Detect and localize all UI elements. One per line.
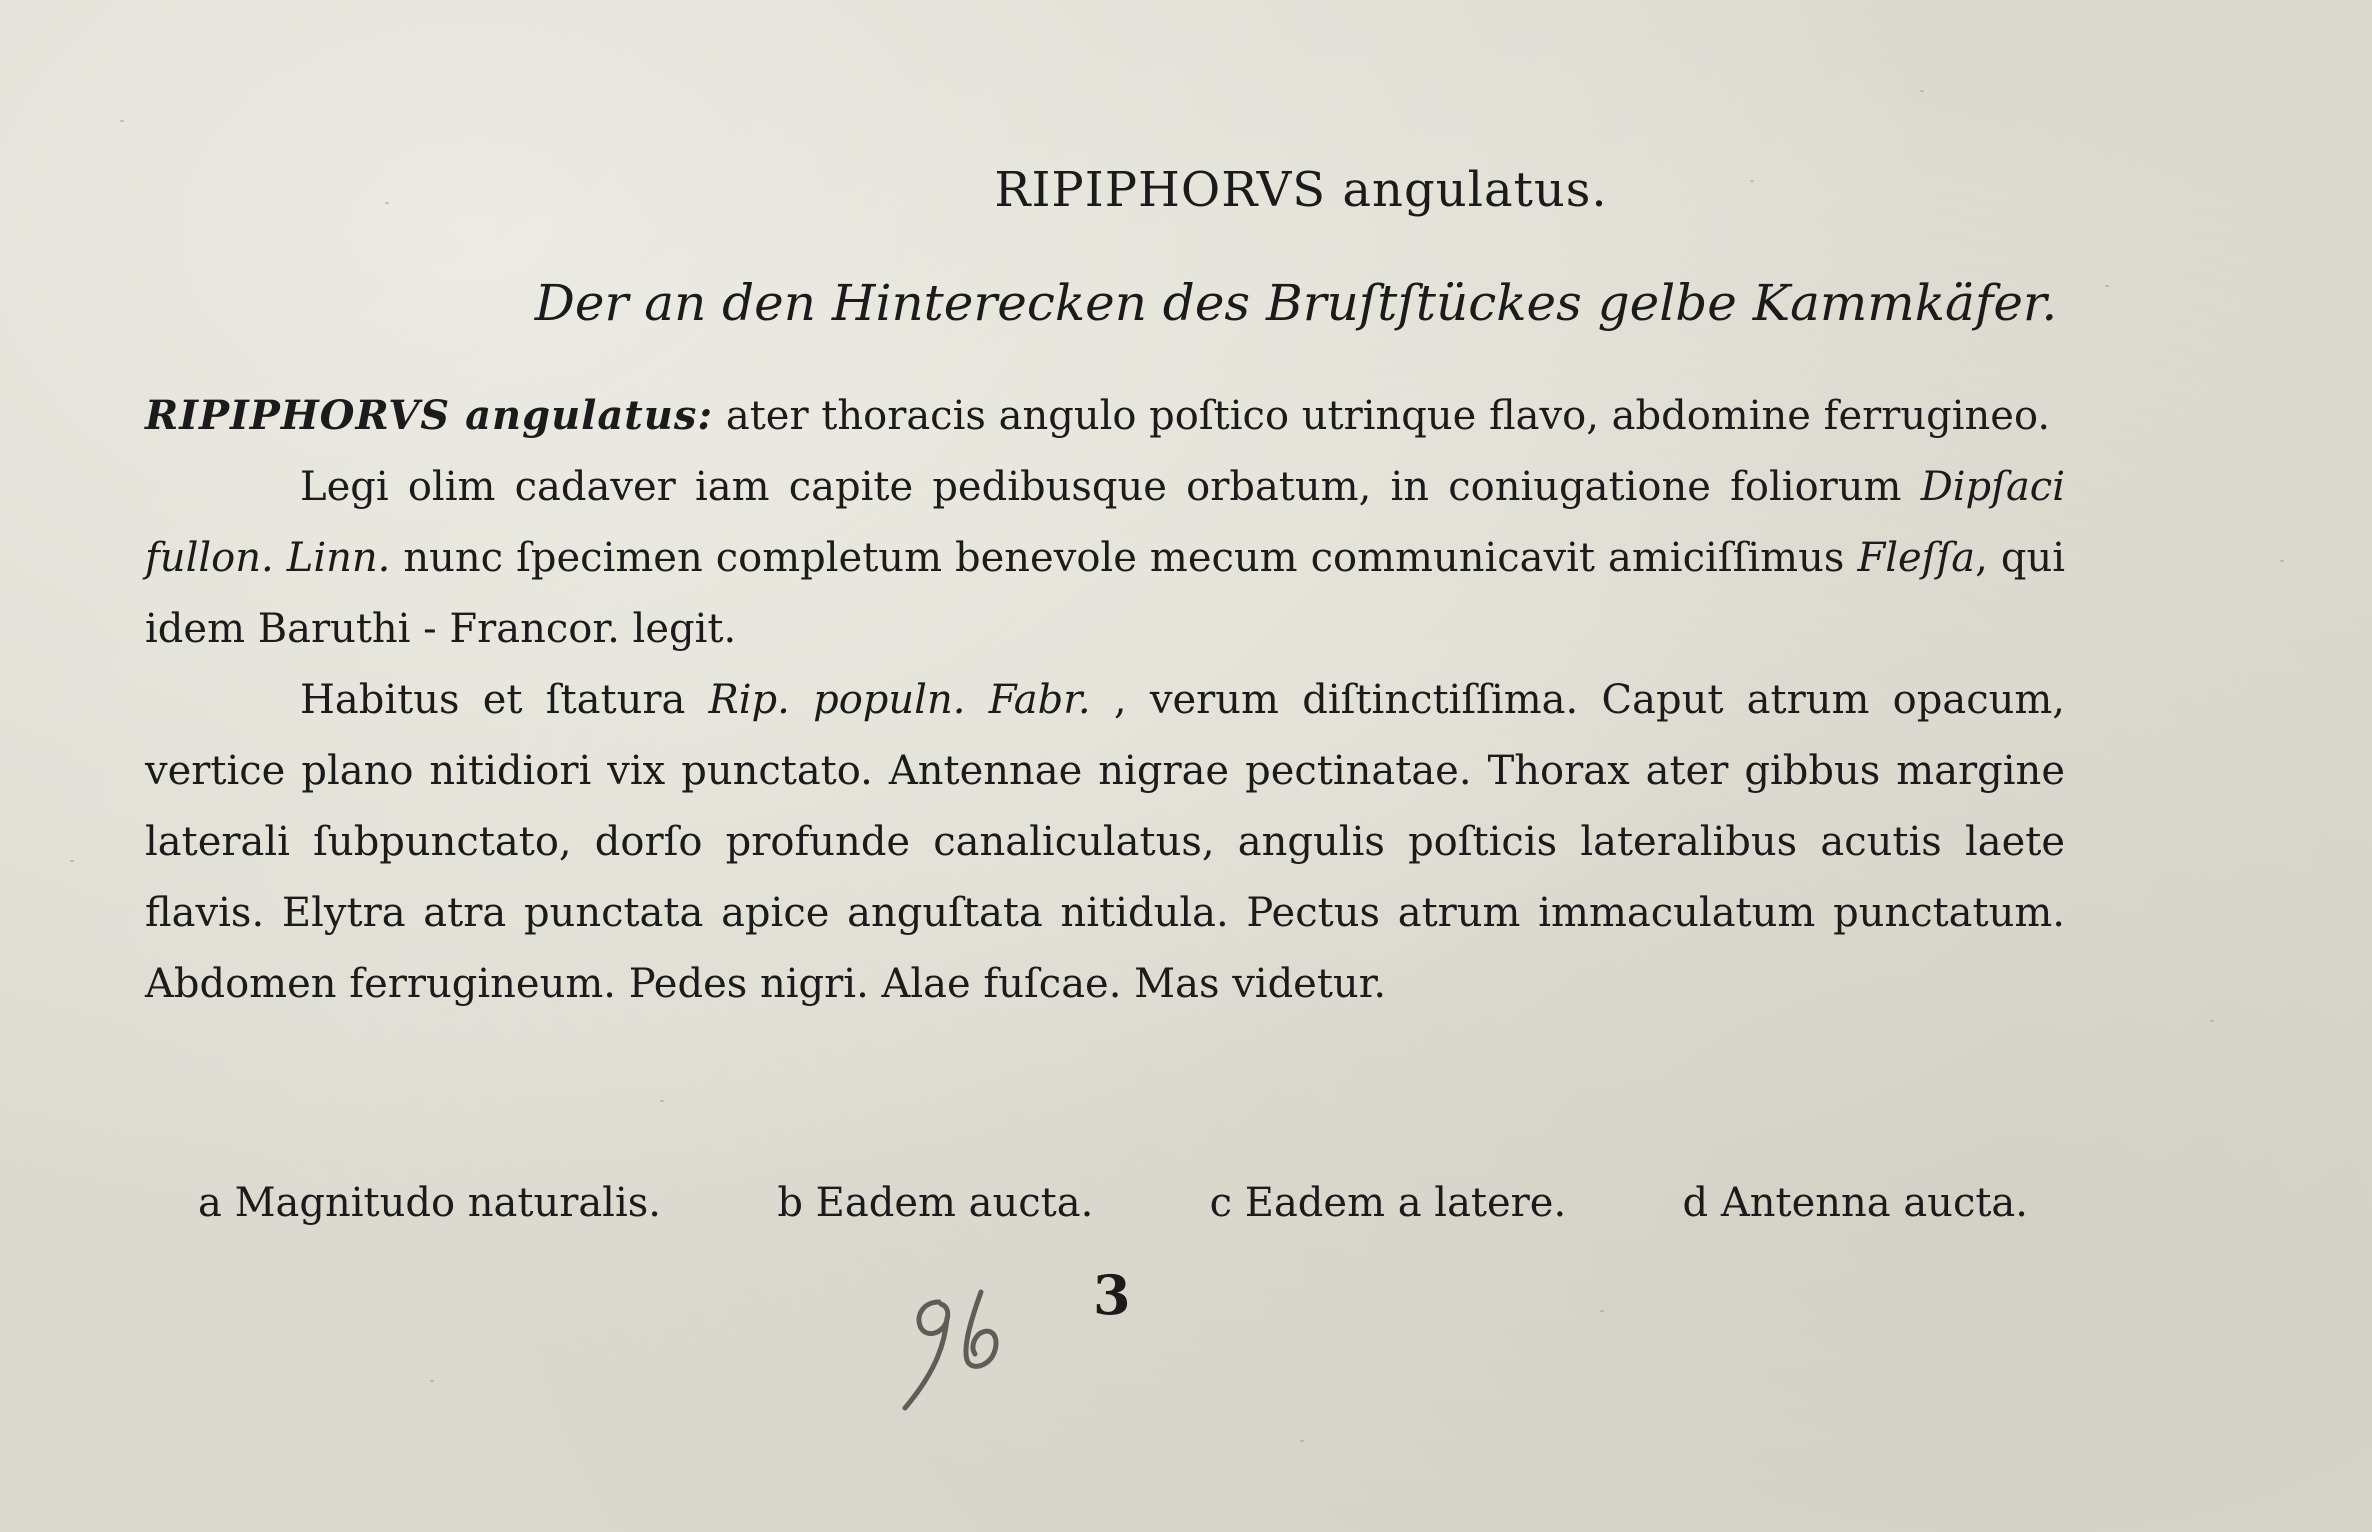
- paper-speck: [1600, 1310, 1604, 1312]
- figure-caption-d: d Antenna aucta.: [1682, 1180, 2028, 1226]
- paper-speck: [70, 860, 74, 862]
- figure-caption-b: b Eadem aucta.: [777, 1180, 1094, 1226]
- collector-name: Fleſſa: [1857, 535, 1976, 581]
- description-paragraph: [145, 665, 2065, 1020]
- species-name: RIPIPHORVS angulatus:: [145, 392, 714, 439]
- figure-caption-a: a Magnitudo naturalis.: [198, 1180, 662, 1226]
- page-title: RIPIPHORVS angulatus.: [994, 162, 1608, 218]
- page-subtitle: Der an den Hinterecken des Bruſtſtückes gelbe Kammkäfer.: [534, 274, 2058, 332]
- plant-name: Dipſaci fullon.: [145, 464, 2066, 581]
- paper-speck: [430, 1380, 434, 1382]
- paragraph-text: , qui idem Baruthi - Francor. legit.: [145, 535, 2066, 652]
- diagnosis-text: ater thoracis angulo poſtico utrinque flavo, abdomine ferrugineo.: [725, 393, 2051, 439]
- comparison-species: Rip. populn.: [708, 677, 966, 723]
- paper-speck: [120, 120, 124, 122]
- collection-paragraph: [145, 452, 2065, 665]
- paper-speck: [660, 1100, 664, 1102]
- paragraph-text: Legi olim cadaver iam capite pedibusque orbatum, in coniugatione foliorum: [300, 464, 1902, 510]
- author-abbreviation: Fabr.: [988, 677, 1091, 723]
- figure-legend: [198, 1168, 2028, 1238]
- paper-speck: [1920, 90, 1924, 92]
- paragraph-text: , verum diſtinctiſſima. Caput atrum opacum, vertice plano nitidiori vix punctato. Antennae nigrae pectinatae. Thorax ater gibbus margine laterali ſubpunctato, dorſo profunde canaliculatus, angulis poſticis lateralibus acutis laete flavis. Elytra atra punctata apice anguſtata nitidula. Pectus atrum immaculatum punctatum. Abdomen ferrugineum. Pedes nigri. Alae fuſcae. Mas videtur.: [145, 677, 2066, 1007]
- paragraph-text: nunc ſpecimen completum benevole mecum communicavit amiciſſimus: [403, 535, 1845, 581]
- diagnosis-paragraph: [145, 380, 2065, 452]
- paper-speck: [2280, 560, 2284, 562]
- paper-speck: [1300, 1440, 1304, 1442]
- handwritten-pencil-note: [895, 1280, 1025, 1420]
- body-text: [145, 380, 2065, 1020]
- paper-speck: [2210, 1020, 2214, 1022]
- paragraph-text: Habitus et ſtatura: [300, 677, 686, 723]
- figure-caption-c: c Eadem a latere.: [1209, 1180, 1567, 1226]
- author-abbreviation: Linn.: [286, 535, 391, 581]
- page-number: 3: [1093, 1263, 1131, 1327]
